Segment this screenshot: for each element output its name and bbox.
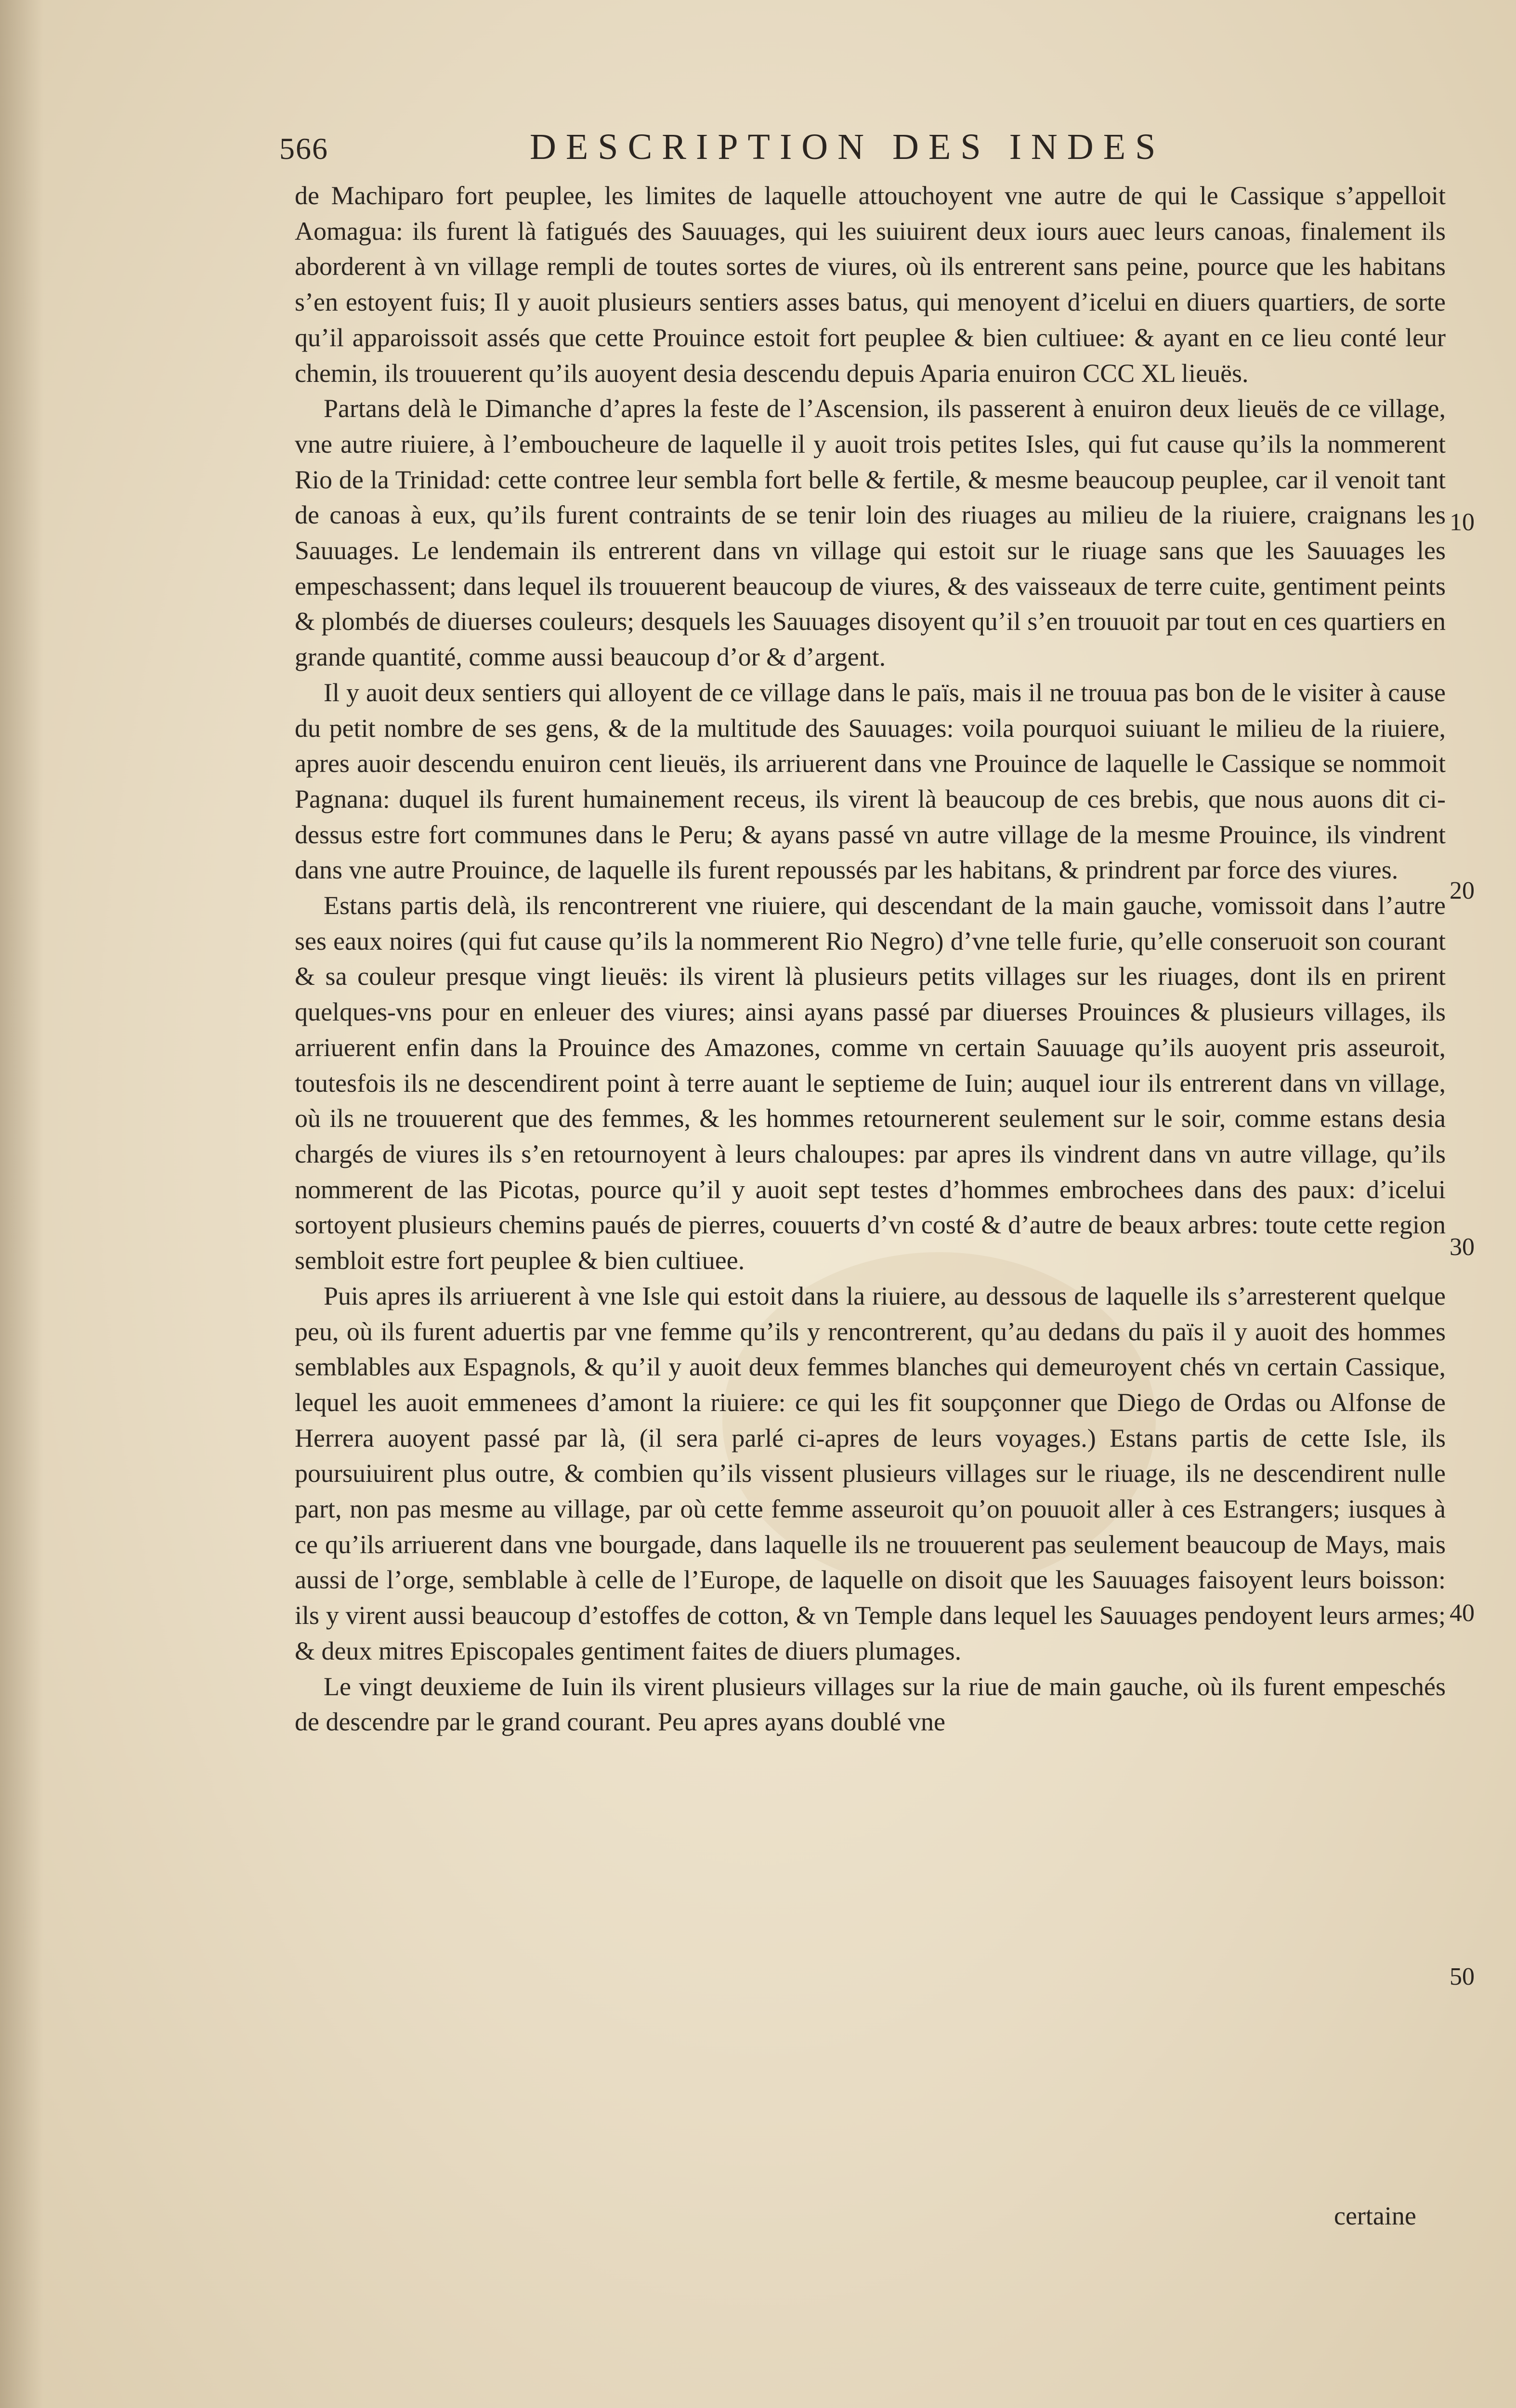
catchword: certaine [1334,2201,1416,2230]
margin-line-number: 20 [1450,877,1475,904]
page-header [279,126,1445,179]
paragraph: Puis apres ils arriuerent à vne Isle qui estoit dans la riuiere, au dessous de laquelle ils s’arresterent quelque peu, où ils furent aduertis par vne femme qu’ils y rencontrerent, qu’au dedans du païs il y auoit des hommes semblables aux Espagnols, & qu’il y auoit deux femmes blanches qui demeuroyent chés vn certain Cassique, lequel les auoit emmenees d’amont la riuiere: ce qui les fit soupçonner que Diego de Ordas ou Alfonse de Herrera auoyent passé par là, (il sera parlé ci-apres de leurs voyages.) Estans partis de cette Isle, ils poursuiuirent plus outre, & combien qu’ils vissent plusieurs villages sur le riuage, ils ne descendirent nulle part, non pas mesme au village, par où cette femme asseuroit qu’on pouuoit aller à ces Estrangers; iusques à ce qu’ils arriuerent dans vne bourgade, dans laquelle ils ne trouuerent pas seulement beaucoup de Mays, mais aussi de l’orge, semblable à celle de l’Europe, de laquelle on disoit que les Sauuages faisoyent leurs boisson: ils y virent aussi beaucoup d’estoffes de cotton, & vn Temple dans lequel les Sauuages pendoyent leurs armes; & deux mitres Episcopales gentiment faites de diuers plumages. [295,1281,1446,1665]
paragraph: de Machiparo fort peuplee, les limites de laquelle attouchoyent vne autre de qui le Cassique s’appelloit Aomagua: ils furent là fatigués des Sauuages, qui les suiuirent deux iours auec leurs canoas, finalement ils aborderent à vn village rempli de toutes sortes de viures, où ils entrerent sans peine, pource que les habitans s’en estoyent fuis; Il y auoit plusieurs sentiers asses batus, qui menoyent d’icelui en diuers quartiers, de sorte qu’il apparoissoit assés que cette Prouince estoit fort peuplee & bien cultiuee: & ayant en ce lieu conté leur chemin, ils trouuerent qu’ils auoyent desia descendu depuis Aparia enuiron CCC XL lieuës. [295,181,1446,388]
paragraph: Estans partis delà, ils rencontrerent vne riuiere, qui descendant de la main gauche, vomissoit dans l’autre ses eaux noires (qui fut cause qu’ils la nommerent Rio Negro) d’vne telle furie, qu’elle conseruoit son courant & sa couleur presque vingt lieuës: ils virent là plusieurs petits villages sur les riuages, dont ils en prirent quelques-vns pour en enleuer des viures; ainsi ayans passé par diuerses Prouinces & plusieurs villages, ils arriuerent enfin dans la Prouince des Amazones, comme vn certain Sauuage qu’ils auoyent pris asseuroit, toutesfois ils ne descendirent point à terre auant le septieme de Iuin; auquel iour ils entrerent dans vn village, où ils ne trouuerent que des femmes, & les hommes retournerent seulement sur le soir, comme estans desia chargés de viures ils s’en retournoyent à leurs chaloupes: par apres ils vindrent dans vn autre village, qu’ils nommerent de las Picotas, pource qu’il y auoit sept testes d’hommes embrochees dans des paux: d’icelui sortoyent plusieurs chemins paués de pierres, couuerts d’vn costé & d’autre de beaux arbres: toute cette region sembloit estre fort peuplee & bien cultiuee. [295,891,1446,1275]
margin-line-number: 10 [1450,509,1475,536]
margin-line-number: 50 [1450,1963,1475,1990]
body-text [295,178,1446,1740]
paragraph: Il y auoit deux sentiers qui alloyent de ce village dans le païs, mais il ne trouua pas bon de le visiter à cause du petit nombre de ses gens, & de la multitude des Sauuages: voila pourquoi suiuant le milieu de la riuiere, apres auoir descendu enuiron cent lieuës, ils arriuerent dans vne Prouince de laquelle le Cassique se nommoit Pagnana: duquel ils furent humainement receus, ils virent là beaucoup de ces brebis, que nous auons dit ci-dessus estre fort communes dans le Peru; & ayans passé vn autre village de la mesme Prouince, ils vindrent dans vne autre Prouince, de laquelle ils furent repoussés par les habitans, & prindrent par force des viures. [295,678,1446,885]
paragraph: Le vingt deuxieme de Iuin ils virent plusieurs villages sur la riue de main gauche, où ils furent empeschés de descendre par le grand courant. Peu apres ayans doublé vne [295,1672,1446,1737]
margin-line-number: 40 [1450,1599,1475,1627]
gutter-shadow [0,0,43,2408]
margin-line-number: 30 [1450,1233,1475,1261]
running-title: DESCRIPTION DES INDES [530,127,1165,167]
page-number: 566 [279,131,328,166]
paragraph: Partans delà le Dimanche d’apres la feste de l’Ascension, ils passerent à enuiron deux lieuës de ce village, vne autre riuiere, à l’emboucheure de laquelle il y auoit trois petites Isles, qui fut cause qu’ils la nommerent Rio de la Trinidad: cette contree leur sembla fort belle & fertile, & mesme beaucoup peuplee, car il venoit tant de canoas à eux, qu’ils furent contraints de se tenir loin des riuages au milieu de la riuiere, craignans les Sauuages. Le lendemain ils entrerent dans vn village qui estoit sur le riuage sans que les Sauuages les empeschassent; dans lequel ils trouuerent beaucoup de viures, & des vaisseaux de terre cuite, gentiment peints & plombés de diuerses couleurs; desquels les Sauuages disoyent qu’il s’en trouuoit par tout en ces quartiers en grande quantité, comme aussi beaucoup d’or & d’argent. [295,394,1446,672]
